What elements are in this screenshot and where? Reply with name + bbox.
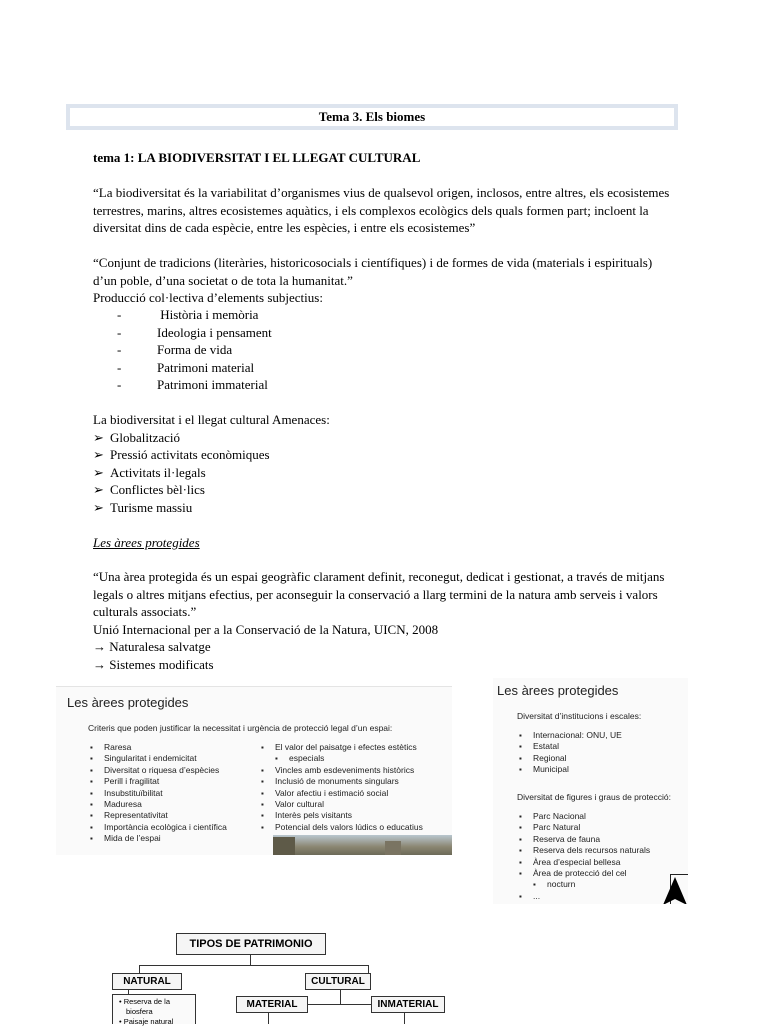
criteria-list-right [261,742,423,833]
list-item: biosfera [126,1007,153,1016]
biodiversity-quote-line-2: terrestres, marins, altres ecosistemes aquàtics, i els complexos ecològics dels quals formen part; incloent la [93,202,649,218]
arrowhead-icon: ➢ [93,499,104,515]
culture-quote-line-2: d’un poble, d’una societat o de tota la humanitat.” [93,272,353,288]
list-item: - Forma de vida [117,342,233,357]
threats-list [93,429,270,517]
list-item: ▪ Diversitat o riquesa d’espècies [90,765,227,776]
protection-figures-list [519,811,650,902]
list-item: • Paisaje natural [119,1017,174,1026]
list-item: ▪ Importància ecològica i científica [90,822,227,833]
document-title-box [66,104,678,130]
list-item: ▪ Reserva de fauna [519,834,650,845]
list-item: • Reserva de la [119,997,170,1006]
slide-subtitle: Diversitat de figures i graus de protecció: [517,792,672,802]
list-item: ▪ especials [261,753,423,764]
diagram-material-box: MATERIAL [236,996,308,1013]
list-item: ▪ Parc Nacional [519,811,650,822]
right-arrow-icon: → [93,639,110,654]
list-item: ➢ Turisme massiu [93,499,193,515]
heritage-types-diagram [104,925,456,1024]
list-item: ▪ Maduresa [90,799,227,810]
diagram-cultural-box: CULTURAL [305,973,371,990]
slide-title: Les àrees protegides [67,695,189,710]
protected-quote-line-1: “Una àrea protegida és un espai geogràfic clarament definit, reconegut, dedicat i gestionat, a través de mitjans [93,569,665,584]
list-item: ▪ Mida de l’espai [90,833,227,844]
protected-quote-line-3: culturals associats.” [93,604,197,619]
list-item: ▪ Raresa [90,742,227,753]
list-item: ▪ Regional [519,753,622,764]
list-item: ▪ Municipal [519,764,622,775]
slide-institutions [493,678,688,904]
list-item: ▪ Perill i fragilitat [90,776,227,787]
list-item: - Patrimoni material [117,359,255,375]
list-item: ▪ Valor afectiu i estimació social [261,788,423,799]
slide-subtitle: Criteris que poden justificar la necessitat i urgència de protecció legal d’un espai: [88,723,393,733]
list-item: ▪ Valor cultural [261,799,423,810]
list-item: ▪ Potencial dels valors lúdics o educatius [261,822,423,833]
section-heading: tema 1: LA BIODIVERSITAT I EL LLEGAT CULTURAL [93,150,421,165]
list-item: ▪ Àrea de protecció del cel [519,868,650,879]
landscape-photo [273,835,452,855]
arrowhead-icon: ➢ [93,447,104,462]
up-arrow-icon [663,877,687,904]
list-item: ➢ Pressió activitats econòmiques [93,447,270,462]
document-title: Tema 3. Els biomes [318,109,426,124]
list-item: ▪ nocturn [519,879,650,890]
list-item: ➢ Globalització [93,429,181,445]
institutions-list [519,730,622,776]
list-item: - Ideologia i pensament [117,324,272,340]
list-item: ➢ Activitats il·legals [93,464,206,480]
arrowhead-icon: ➢ [93,482,104,497]
criteria-list-left [90,742,227,845]
threats-intro: La biodiversitat i el llegat cultural Amenaces: [93,412,330,427]
list-item: ▪ Vincles amb esdeveniments històrics [261,765,423,776]
list-item: ▪ Singularitat i endemicitat [90,753,227,764]
culture-quote-line-1: “Conjunt de tradicions (literàries, historicosocials i científiques) i de formes de vida (materials i espirituals) [93,255,653,270]
list-item: ▪ Interès pels visitants [261,810,423,821]
list-item: ▪ Inclusió de monuments singulars [261,776,423,787]
arrowhead-icon: ➢ [93,429,104,445]
elements-list [93,306,272,394]
list-item: ▪ Àrea d’especial bellesa [519,857,650,868]
list-item: ▪ ... [519,891,650,902]
arrow-item-modified: → Sistemes modificats [93,656,214,672]
list-item: ▪ Reserva dels recursos naturals [519,845,650,856]
slide-criteria [56,686,452,855]
list-item: ▪ Insubstituïbilitat [90,788,227,799]
diagram-natural-box: NATURAL [112,973,182,990]
list-item: ➢ Conflictes bèl·lics [93,482,205,497]
arrowhead-icon: ➢ [93,464,104,480]
diagram-inmaterial-box: INMATERIAL [371,996,445,1013]
biodiversity-quote-line-3: diversitat dins de cada espècie, entre les espècies, i entre els ecosistemes” [93,220,476,235]
list-item: ▪ Parc Natural [519,822,650,833]
diagram-natural-items [112,994,196,1024]
diagram-root-box: TIPOS DE PATRIMONIO [176,933,326,955]
biodiversity-quote-line-1: “La biodiversitat és la variabilitat d’organismes vius de qualsevol origen, inclosos, entre altres, els ecosistemes [93,185,670,200]
uicn-citation: Unió Internacional per a la Conservació de la Natura, UICN, 2008 [93,621,439,637]
right-arrow-icon: → [93,656,110,672]
list-item: - Història i memòria [117,307,259,322]
list-item: ▪ El valor del paisatge i efectes estètics [261,742,423,753]
slide-subtitle: Diversitat d’institucions i escales: [517,711,642,721]
slide-title: Les àrees protegides [497,683,619,698]
list-item: ▪ Internacional: ONU, UE [519,730,622,741]
collective-production-line: Producció col·lectiva d’elements subjectius: [93,290,323,305]
arrow-item-wild: → Naturalesa salvatge [93,639,211,654]
list-item: ▪ Estatal [519,741,622,752]
protected-quote-line-2: legals o altres mitjans efectius, per aconseguir la conservació a llarg termini de la natura amb serveis i valors [93,586,658,602]
list-item: - Patrimoni immaterial [117,377,268,392]
list-item: ▪ Representativitat [90,810,227,821]
protected-areas-heading: Les àrees protegides [93,535,200,550]
